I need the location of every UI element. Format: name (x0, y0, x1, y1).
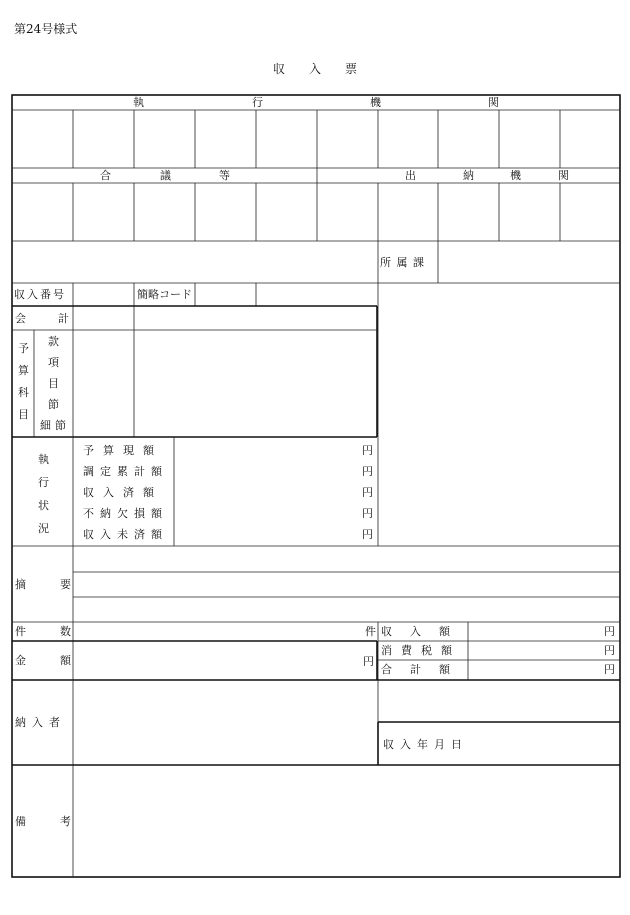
budget-group-char-4: 目 (18, 408, 29, 421)
council-char-2: 議 (160, 169, 171, 182)
budget-row-saisetsu: 細節 (40, 419, 70, 432)
department-label: 所 属 課 (380, 256, 425, 269)
exec-row-uncollectible: 不納欠損額 (83, 507, 168, 520)
consumption-tax-unit: 円 (604, 644, 615, 657)
short-code-label: 簡略コード (137, 288, 192, 301)
total-label: 合計額 (381, 663, 468, 676)
form-title: 収入票 (272, 62, 381, 76)
revenue-amount-label: 収入額 (381, 625, 468, 638)
total-unit: 円 (604, 663, 615, 676)
exec-row-outstanding: 収入未済額 (83, 528, 168, 541)
budget-row-setsu: 節 (48, 398, 59, 411)
exec-agency-char-2: 行 (252, 96, 263, 109)
exec-status-char-4: 況 (38, 522, 49, 535)
exec-unit-5: 円 (362, 528, 373, 541)
exec-unit-1: 円 (362, 444, 373, 457)
amount-label: 金 額 (15, 654, 75, 667)
budget-group-char-3: 科 (18, 386, 29, 399)
consumption-tax-label: 消費税額 (381, 644, 461, 657)
count-label: 件 数 (15, 625, 75, 638)
account-char-1: 会 (15, 312, 26, 325)
summary-label: 摘 要 (15, 578, 75, 591)
remarks-label: 備 考 (15, 815, 75, 828)
treasury-char-3: 機 (510, 169, 521, 182)
budget-group-char-1: 予 (18, 342, 29, 355)
exec-unit-2: 円 (362, 465, 373, 478)
exec-unit-3: 円 (362, 486, 373, 499)
budget-row-kou: 項 (48, 356, 59, 369)
exec-agency-char-1: 執 (133, 96, 144, 109)
receipt-date-label: 収入年月日 (383, 738, 468, 751)
budget-row-kan: 款 (48, 335, 59, 348)
account-char-2: 計 (58, 312, 69, 325)
form-number: 第24号様式 (14, 22, 78, 36)
treasury-char-2: 納 (463, 169, 474, 182)
budget-box (12, 306, 377, 437)
council-char-3: 等 (219, 169, 230, 182)
exec-row-budget-current: 予算現額 (83, 444, 163, 457)
revenue-amount-unit: 円 (604, 625, 615, 638)
exec-status-char-2: 行 (38, 476, 49, 489)
payer-label: 納入者 (15, 716, 66, 729)
treasury-char-4: 関 (558, 169, 569, 182)
exec-status-char-3: 状 (38, 499, 49, 512)
exec-agency-char-3: 機 (370, 96, 381, 109)
exec-unit-4: 円 (362, 507, 373, 520)
exec-status-char-1: 執 (38, 453, 49, 466)
budget-row-moku: 目 (48, 377, 59, 390)
council-char-1: 合 (100, 169, 111, 182)
exec-agency-char-4: 関 (488, 96, 499, 109)
amount-unit: 円 (363, 655, 374, 668)
exec-row-received: 収入済額 (83, 486, 163, 499)
exec-row-assessed-total: 調定累計額 (83, 465, 168, 478)
count-unit: 件 (365, 625, 376, 638)
receipt-number-label: 収入番号 (14, 288, 66, 301)
budget-group-char-2: 算 (18, 364, 29, 377)
treasury-char-1: 出 (405, 169, 416, 182)
